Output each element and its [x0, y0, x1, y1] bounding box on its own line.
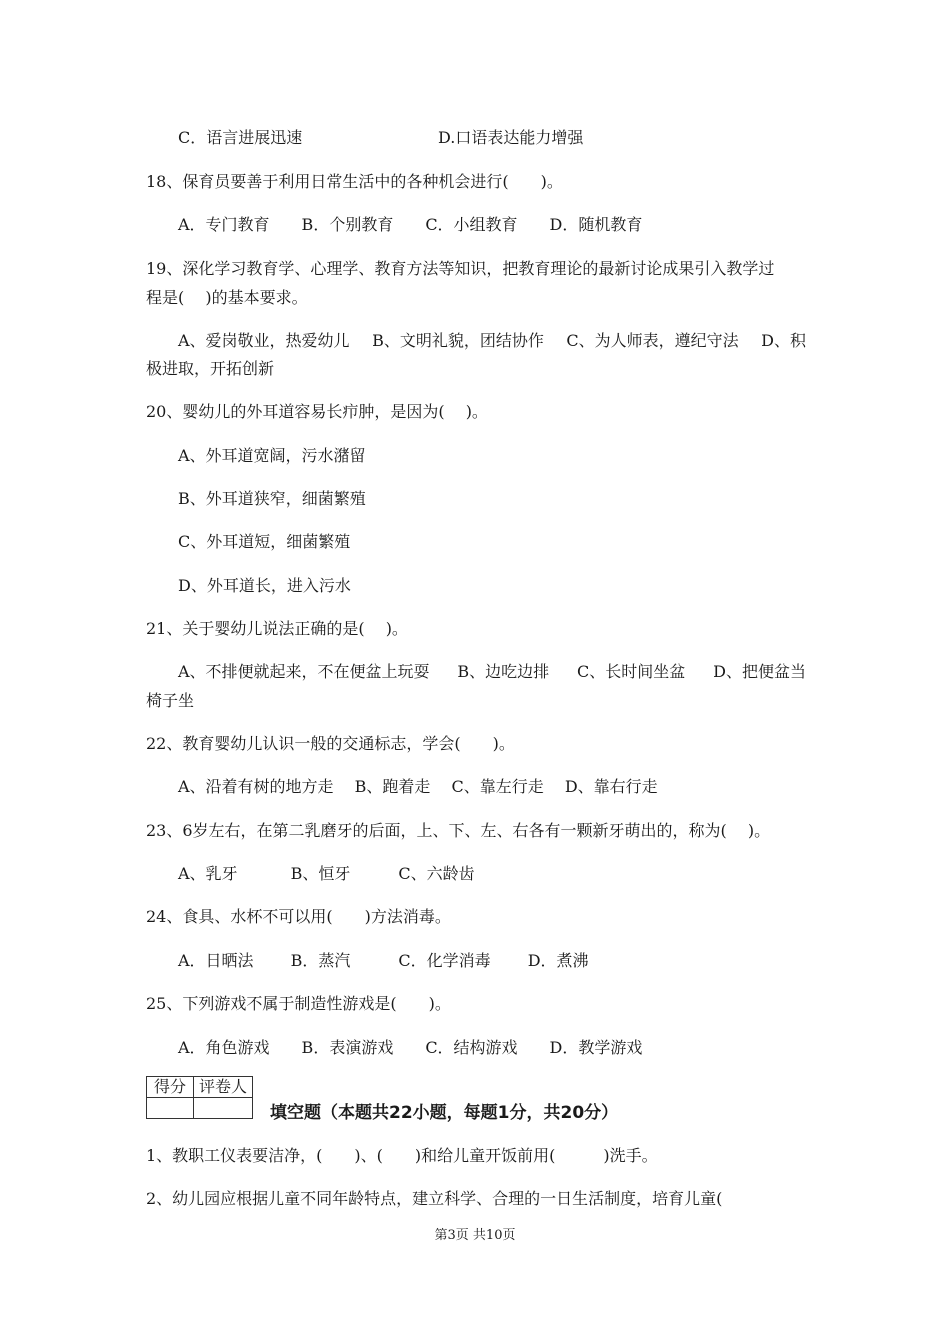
q23-stem: 23、6岁左右，在第二乳磨牙的后面，上、下、左、右各有一颗新牙萌出的，称为( )。 — [146, 821, 771, 840]
q17-option-c: C．语言进展迅速 — [178, 128, 303, 147]
q22-stem: 22、教育婴幼儿认识一般的交通标志，学会( )。 — [146, 734, 515, 753]
q19-option-a: A、爱岗敬业，热爱幼儿 — [178, 331, 350, 350]
grader-cell — [194, 1098, 253, 1119]
q25-stem: 25、下列游戏不属于制造性游戏是( )。 — [146, 994, 451, 1013]
q20-option-c: C、外耳道短，细菌繁殖 — [178, 532, 351, 551]
q21-option-a: A、不排便就起来，不在便盆上玩耍 — [178, 662, 430, 681]
q19-stem-line1: 19、深化学习教育学、心理学、教育方法等知识，把教育理论的最新讨论成果引入教学过 — [146, 259, 775, 278]
q20-stem: 20、婴幼儿的外耳道容易长疖肿，是因为( )。 — [146, 402, 488, 421]
q20-option-d: D、外耳道长，进入污水 — [178, 576, 351, 595]
score-cell — [147, 1098, 194, 1119]
page-footer: 第3页 共10页 — [434, 1228, 516, 1243]
q19-options-line1 — [178, 331, 806, 351]
q25-options: A．角色游戏 B．表演游戏 C．结构游戏 D．教学游戏 — [178, 1038, 643, 1057]
fill-q1: 1、教职工仪表要洁净，( )、( )和给儿童开饭前用( )洗手。 — [146, 1146, 658, 1165]
section-title: 填空题（本题共22小题，每题1分，共20分） — [270, 1103, 619, 1123]
q24-stem: 24、食具、水杯不可以用( )方法消毒。 — [146, 907, 451, 926]
q19-option-d: D、积 — [761, 331, 806, 350]
score-label: 得分 — [147, 1077, 194, 1098]
q21-option-d: D、把便盆当 — [713, 662, 806, 681]
q24-options: A．日晒法 B．蒸汽 C．化学消毒 D．煮沸 — [178, 951, 589, 970]
q19-option-c: C、为人师表，遵纪守法 — [566, 331, 739, 350]
q21-options-line2: 椅子坐 — [146, 691, 195, 710]
q19-option-b: B、文明礼貌，团结协作 — [372, 331, 544, 350]
q21-stem: 21、关于婴幼儿说法正确的是( )。 — [146, 619, 408, 638]
q21-options-line1 — [178, 662, 806, 682]
grader-label: 评卷人 — [194, 1077, 253, 1098]
q20-option-b: B、外耳道狭窄，细菌繁殖 — [178, 489, 366, 508]
q18-stem: 18、保育员要善于利用日常生活中的各种机会进行( )。 — [146, 172, 563, 191]
q21-option-b: B、边吃边排 — [457, 662, 550, 681]
q17-option-d: D.口语表达能力增强 — [438, 128, 584, 147]
q23-options: A、乳牙 B、恒牙 C、六龄齿 — [178, 864, 475, 883]
q19-stem-line2: 程是( )的基本要求。 — [146, 288, 308, 307]
q19-options-line2: 极进取，开拓创新 — [146, 359, 275, 378]
score-box — [146, 1076, 253, 1119]
q22-options: A、沿着有树的地方走 B、跑着走 C、靠左行走 D、靠右行走 — [178, 777, 658, 796]
q18-options: A．专门教育 B．个别教育 C．小组教育 D．随机教育 — [178, 215, 643, 234]
fill-q2: 2、幼儿园应根据儿童不同年龄特点，建立科学、合理的一日生活制度，培育儿童( — [146, 1189, 723, 1208]
q21-option-c: C、长时间坐盆 — [577, 662, 686, 681]
q20-option-a: A、外耳道宽阔，污水潴留 — [178, 446, 366, 465]
